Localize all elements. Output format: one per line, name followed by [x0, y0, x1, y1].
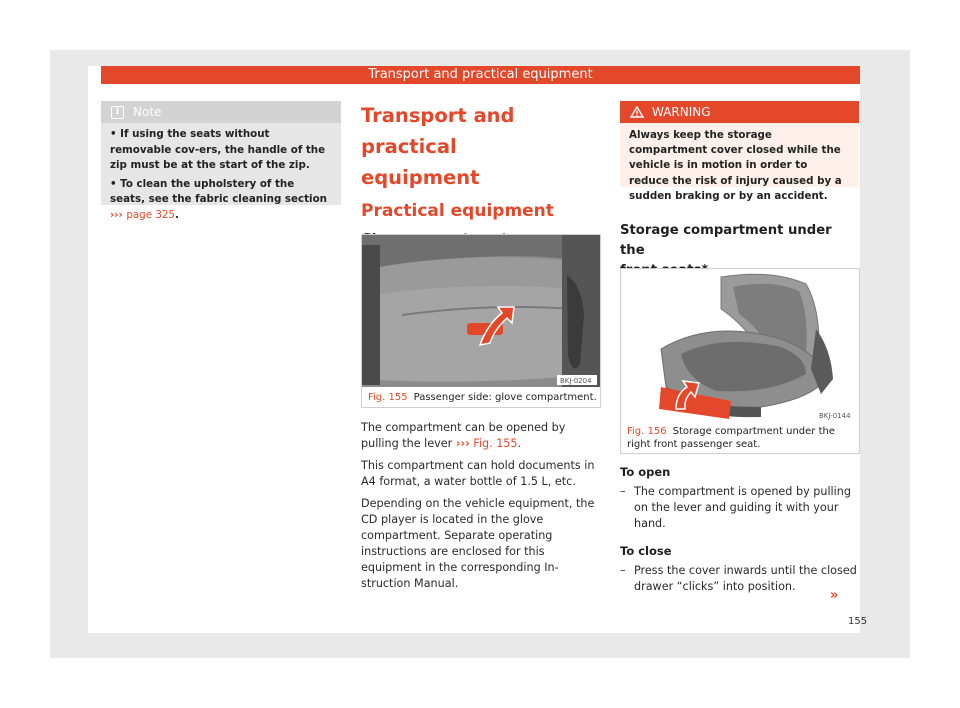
figure-caption	[627, 425, 855, 451]
section-title-line: Transport and practical	[361, 104, 515, 158]
warning-triangle-icon	[630, 106, 644, 118]
middle-column	[361, 100, 601, 256]
note-body	[101, 123, 341, 223]
paragraph: Depending on the vehicle equipment, the CD player is located in the glove compartment. Separate operating instructions are enclosed for this equipment in the corresponding In-struction Manual.	[361, 497, 595, 590]
figure-link[interactable]: Fig. 155	[473, 437, 518, 450]
figure-caption-text: Passenger side: glove compartment.	[413, 392, 597, 403]
page-number: 155	[848, 616, 868, 627]
section-subtitle: Practical equipment	[361, 201, 554, 221]
link-arrows: ›››	[455, 437, 470, 450]
figure-code: BKJ-0204	[560, 377, 592, 385]
warning-header	[620, 101, 859, 123]
close-step	[620, 563, 859, 595]
note-header	[101, 101, 341, 123]
glove-body	[361, 420, 601, 598]
figure-number: Fig. 155	[368, 392, 408, 403]
note-bullet: • If using the seats without removable cov-ers, the handle of the zip must be at the start of the zip.	[110, 128, 326, 171]
figure-156	[620, 268, 860, 454]
figure-caption-text: Storage compartment under the right front passenger seat.	[627, 426, 835, 450]
note-heading: Note	[133, 105, 162, 119]
section-title	[361, 100, 601, 193]
punctuation: .	[517, 437, 522, 450]
section-title-line: equipment	[361, 166, 480, 189]
figure-155	[361, 234, 601, 408]
note-bullet-text: If using the seats without removable cov-ers, the handle of the zip must be at the start of the zip.	[110, 128, 326, 171]
glove-compartment-image	[362, 235, 600, 387]
seat-storage-image	[621, 269, 859, 421]
open-heading: To open	[620, 465, 671, 479]
note-box	[101, 101, 341, 221]
paragraph-text: The compartment can be opened by pulling the lever	[361, 421, 566, 450]
note-bullet: • To clean the upholstery of the seats, see the fabric cleaning section ››› page 325.	[110, 177, 327, 221]
continue-mark: »	[830, 588, 839, 603]
open-step-text: The compartment is opened by pulling on the lever and guiding it with your hand.	[634, 485, 851, 530]
instructions	[620, 465, 859, 595]
info-icon: i	[111, 106, 124, 119]
running-header: Transport and practical equipment	[101, 66, 860, 84]
storage-heading-line: Storage compartment under the	[620, 223, 832, 258]
warning-box	[620, 101, 859, 202]
open-step	[620, 484, 859, 532]
note-bullet-text: To clean the upholstery of the seats, see the fabric cleaning section	[110, 177, 327, 205]
figure-code: BKJ-0144	[819, 412, 851, 420]
paragraph: This compartment can hold documents in A4 format, a water bottle of 1.5 L, etc.	[361, 459, 595, 488]
paragraph	[361, 420, 601, 452]
figure-number: Fig. 156	[627, 426, 667, 437]
dash-marker: –	[620, 564, 626, 577]
warning-text: Always keep the storage compartment cover closed while the vehicle is in motion in order to reduce the risk of injury caused by a sudden braking or by an accident.	[629, 129, 842, 202]
link-arrows: ›››	[110, 208, 123, 221]
close-step-text: Press the cover inwards until the closed drawer “clicks” into position.	[634, 564, 857, 593]
page-link[interactable]: page 325	[126, 208, 175, 221]
close-heading: To close	[620, 544, 672, 558]
figure-caption	[368, 391, 597, 404]
warning-heading: WARNING	[652, 105, 711, 119]
dash-marker: –	[620, 485, 626, 498]
punctuation: .	[174, 208, 179, 221]
